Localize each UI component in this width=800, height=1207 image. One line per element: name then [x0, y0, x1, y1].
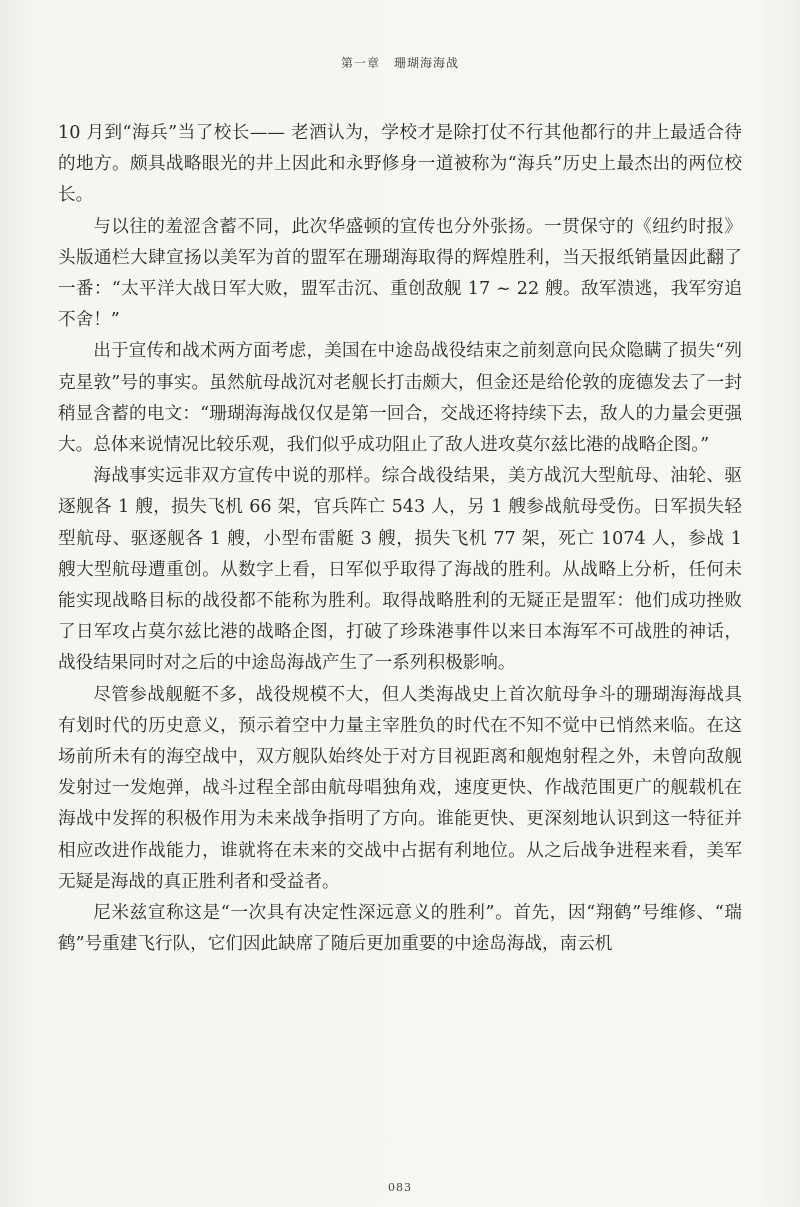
- paragraph: 尼米兹宣称这是“一次具有决定性深远意义的胜利”。首先，因“翔鹤”号维修、“瑞鹤”号重建飞行队，它们因此缺席了随后更加重要的中途岛海战，南云机: [58, 903, 742, 955]
- running-head: [0, 54, 800, 71]
- paragraph: 10 月到“海兵”当了校长—— 老酒认为，学校才是除打仗不行其他都行的井上最适合待的地方。颇具战略眼光的井上因此和永野修身一道被称为“海兵”历史上最杰出的两位校长。: [58, 123, 742, 206]
- body-text: [58, 118, 742, 960]
- chapter-title: 珊瑚海海战: [394, 56, 460, 70]
- paragraph: 与以往的羞涩含蓄不同，此次华盛顿的宣传也分外张扬。一贯保守的《纽约时报》头版通栏大肆宣扬以美军为首的盟军在珊瑚海取得的辉煌胜利，当天报纸销量因此翻了一番：“太平洋大战日军大败，盟军击沉、重创敌舰 17 ~ 22 艘。敌军溃逃，我军穷追不舍！”: [58, 216, 742, 331]
- page-number: 083: [388, 1181, 412, 1194]
- paragraph: 尽管参战舰艇不多，战役规模不大，但人类海战史上首次航母争斗的珊瑚海海战具有划时代的历史意义，预示着空中力量主宰胜负的时代在不知不觉中已悄然来临。在这场前所未有的海空战中，双方舰队始终处于对方目视距离和舰炮射程之外，未曾向敌舰发射过一发炮弹，战斗过程全部由航母唱独角戏，速度更快、作战范围更广的舰载机在海战中发挥的积极作用为未来战争指明了方向。谁能更快、更深刻地认识到这一特征并相应改进作战能力，谁就将在未来的交战中占据有利地位。从之后战争进程来看，美军无疑是海战的真正胜利者和受益者。: [58, 684, 742, 892]
- chapter-label: 第一章: [340, 56, 380, 70]
- paragraph: 海战事实远非双方宣传中说的那样。综合战役结果，美方战沉大型航母、油轮、驱逐舰各 1 艘，损失飞机 66 架，官兵阵亡 543 人，另 1 艘参战航母受伤。日军损失轻型航母、驱逐舰各 1 艘，小型布雷艇 3 艘，损失飞机 77 架，死亡 1074 人，参战 1 艘大型航母遭重创。从数字上看，日军似乎取得了海战的胜利。从战略上分析，任何未能实现战略目标的战役都不能称为胜利。取得战略胜利的无疑正是盟军：他们成功挫败了日军攻占莫尔兹比港的战略企图，打破了珍珠港事件以来日本海军不可战胜的神话，战役结果同时对之后的中途岛海战产生了一系列积极影响。: [58, 466, 742, 674]
- paragraph: 出于宣传和战术两方面考虑，美国在中途岛战役结束之前刻意向民众隐瞒了损失“列克星敦”号的事实。虽然航母战沉对老舰长打击颇大，但金还是给伦敦的庞德发去了一封稍显含蓄的电文：“珊瑚海海战仅仅是第一回合，交战还将持续下去，敌人的力量会更强大。总体来说情况比较乐观，我们似乎成功阻止了敌人进攻莫尔兹比港的战略企图。”: [58, 341, 742, 456]
